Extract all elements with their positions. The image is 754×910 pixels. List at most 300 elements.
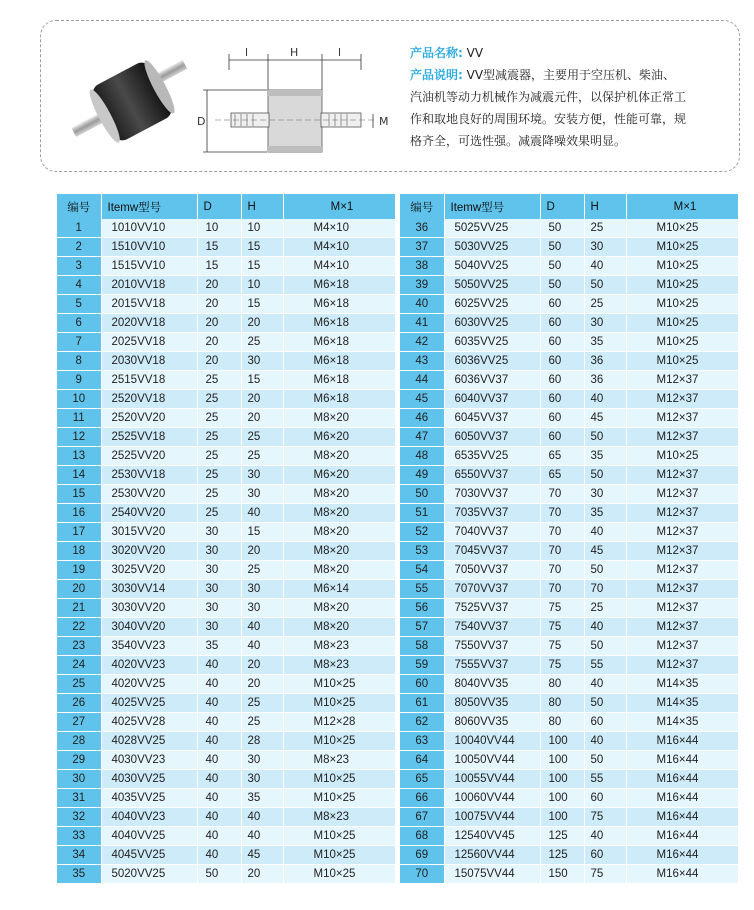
cell-model: 1510VV10 bbox=[101, 238, 197, 257]
cell-no: 46 bbox=[400, 409, 444, 428]
cell-d: 40 bbox=[197, 675, 241, 694]
cell-no: 67 bbox=[400, 808, 444, 827]
cell-d: 60 bbox=[540, 390, 584, 409]
cell-model: 6025VV25 bbox=[444, 295, 540, 314]
cell-d: 65 bbox=[540, 447, 584, 466]
cell-model: 7525VV37 bbox=[444, 599, 540, 618]
cell-h: 28 bbox=[241, 732, 283, 751]
cell-model: 12540VV45 bbox=[444, 827, 540, 846]
cell-no: 29 bbox=[57, 751, 101, 770]
cell-h: 45 bbox=[584, 409, 626, 428]
cell-model: 3025VV20 bbox=[101, 561, 197, 580]
cell-h: 40 bbox=[584, 827, 626, 846]
cell-m: M8×23 bbox=[283, 808, 395, 827]
cell-m: M12×37 bbox=[626, 637, 738, 656]
cell-m: M4×10 bbox=[283, 238, 395, 257]
cell-model: 7555VV37 bbox=[444, 656, 540, 675]
cell-d: 25 bbox=[197, 428, 241, 447]
cell-h: 50 bbox=[584, 561, 626, 580]
cell-d: 100 bbox=[540, 732, 584, 751]
cell-m: M10×25 bbox=[626, 295, 738, 314]
product-desc-text-1: VV型减震器，主要用于空压机、柴油、 bbox=[466, 68, 676, 82]
cell-m: M16×44 bbox=[626, 751, 738, 770]
cell-m: M8×20 bbox=[283, 409, 395, 428]
table-row bbox=[57, 466, 395, 485]
cell-h: 40 bbox=[584, 675, 626, 694]
cell-d: 100 bbox=[540, 808, 584, 827]
table-row bbox=[400, 371, 738, 390]
cell-d: 20 bbox=[197, 314, 241, 333]
cell-m: M6×20 bbox=[283, 428, 395, 447]
table-row bbox=[57, 352, 395, 371]
cell-model: 7035VV37 bbox=[444, 504, 540, 523]
dimension-drawing bbox=[195, 40, 395, 160]
cell-m: M12×37 bbox=[626, 428, 738, 447]
cell-d: 75 bbox=[540, 599, 584, 618]
cell-no: 24 bbox=[57, 656, 101, 675]
cell-no: 63 bbox=[400, 732, 444, 751]
cell-m: M14×35 bbox=[626, 675, 738, 694]
spec-table-right bbox=[400, 194, 739, 884]
cell-h: 40 bbox=[241, 827, 283, 846]
cell-model: 6045VV37 bbox=[444, 409, 540, 428]
cell-no: 57 bbox=[400, 618, 444, 637]
cell-m: M16×44 bbox=[626, 808, 738, 827]
table-row bbox=[400, 789, 738, 808]
cell-h: 40 bbox=[241, 504, 283, 523]
cell-no: 58 bbox=[400, 637, 444, 656]
cell-no: 15 bbox=[57, 485, 101, 504]
cell-model: 6535VV25 bbox=[444, 447, 540, 466]
cell-no: 25 bbox=[57, 675, 101, 694]
table-row bbox=[57, 656, 395, 675]
cell-h: 45 bbox=[584, 542, 626, 561]
cell-h: 25 bbox=[241, 713, 283, 732]
cell-h: 35 bbox=[584, 333, 626, 352]
cell-h: 20 bbox=[241, 409, 283, 428]
cell-h: 60 bbox=[584, 789, 626, 808]
cell-h: 40 bbox=[584, 523, 626, 542]
cell-model: 8040VV35 bbox=[444, 675, 540, 694]
cell-d: 60 bbox=[540, 314, 584, 333]
cell-no: 31 bbox=[57, 789, 101, 808]
cell-model: 8050VV35 bbox=[444, 694, 540, 713]
table-row bbox=[400, 713, 738, 732]
table-body-left bbox=[57, 219, 395, 884]
cell-model: 7540VV37 bbox=[444, 618, 540, 637]
cell-h: 15 bbox=[241, 238, 283, 257]
table-row bbox=[400, 295, 738, 314]
table-row bbox=[400, 276, 738, 295]
cell-d: 25 bbox=[197, 447, 241, 466]
cell-no: 69 bbox=[400, 846, 444, 865]
cell-d: 70 bbox=[540, 485, 584, 504]
cell-no: 22 bbox=[57, 618, 101, 637]
product-desc-text-2: 汽油机等动力机械作为减震元件，以保护机体正常工 bbox=[410, 90, 687, 104]
cell-d: 25 bbox=[197, 371, 241, 390]
cell-model: 2525VV18 bbox=[101, 428, 197, 447]
cell-d: 40 bbox=[197, 770, 241, 789]
col-header-d: D bbox=[197, 194, 241, 219]
cell-m: M10×25 bbox=[283, 846, 395, 865]
cell-d: 150 bbox=[540, 865, 584, 884]
table-body-right bbox=[400, 219, 738, 884]
table-row bbox=[57, 808, 395, 827]
cell-d: 70 bbox=[540, 561, 584, 580]
cell-m: M10×25 bbox=[626, 352, 738, 371]
cell-no: 18 bbox=[57, 542, 101, 561]
table-row bbox=[57, 409, 395, 428]
cell-h: 15 bbox=[241, 257, 283, 276]
cell-h: 30 bbox=[584, 314, 626, 333]
cell-h: 50 bbox=[584, 276, 626, 295]
cell-h: 30 bbox=[241, 466, 283, 485]
cell-h: 40 bbox=[584, 257, 626, 276]
table-row bbox=[57, 295, 395, 314]
cell-no: 41 bbox=[400, 314, 444, 333]
cell-model: 7070VV37 bbox=[444, 580, 540, 599]
cell-no: 62 bbox=[400, 713, 444, 732]
cell-no: 33 bbox=[57, 827, 101, 846]
cell-no: 51 bbox=[400, 504, 444, 523]
cell-model: 4040VV25 bbox=[101, 827, 197, 846]
cell-m: M10×25 bbox=[626, 257, 738, 276]
cell-d: 50 bbox=[540, 238, 584, 257]
cell-d: 35 bbox=[197, 637, 241, 656]
table-row bbox=[400, 808, 738, 827]
cell-model: 10050VV44 bbox=[444, 751, 540, 770]
table-row bbox=[57, 618, 395, 637]
cell-model: 6036VV37 bbox=[444, 371, 540, 390]
cell-d: 125 bbox=[540, 846, 584, 865]
cell-h: 36 bbox=[584, 352, 626, 371]
cell-model: 2520VV20 bbox=[101, 409, 197, 428]
cell-model: 6550VV37 bbox=[444, 466, 540, 485]
cell-no: 2 bbox=[57, 238, 101, 257]
product-name-label: 产品名称: bbox=[410, 46, 463, 60]
cell-d: 125 bbox=[540, 827, 584, 846]
cell-m: M12×37 bbox=[626, 466, 738, 485]
cell-d: 65 bbox=[540, 466, 584, 485]
cell-d: 70 bbox=[540, 523, 584, 542]
cell-model: 4025VV28 bbox=[101, 713, 197, 732]
cell-h: 30 bbox=[241, 599, 283, 618]
cell-h: 20 bbox=[241, 675, 283, 694]
cell-m: M8×20 bbox=[283, 542, 395, 561]
table-row bbox=[400, 504, 738, 523]
cell-d: 40 bbox=[197, 789, 241, 808]
table-row bbox=[57, 333, 395, 352]
cell-m: M16×44 bbox=[626, 827, 738, 846]
table-row bbox=[400, 428, 738, 447]
cell-model: 15075VV44 bbox=[444, 865, 540, 884]
table-row bbox=[400, 390, 738, 409]
cell-d: 30 bbox=[197, 542, 241, 561]
cell-no: 7 bbox=[57, 333, 101, 352]
cell-m: M10×25 bbox=[626, 238, 738, 257]
table-row bbox=[57, 485, 395, 504]
cell-d: 75 bbox=[540, 637, 584, 656]
cell-m: M6×18 bbox=[283, 333, 395, 352]
cell-d: 60 bbox=[540, 409, 584, 428]
cell-no: 8 bbox=[57, 352, 101, 371]
dim-l-right: l bbox=[338, 46, 342, 59]
table-row bbox=[400, 257, 738, 276]
cell-no: 52 bbox=[400, 523, 444, 542]
cell-h: 30 bbox=[241, 352, 283, 371]
cell-d: 60 bbox=[540, 371, 584, 390]
product-name-value: VV bbox=[466, 46, 484, 60]
table-row bbox=[400, 485, 738, 504]
cell-m: M6×18 bbox=[283, 390, 395, 409]
cell-h: 40 bbox=[241, 618, 283, 637]
table-row bbox=[57, 675, 395, 694]
cell-no: 27 bbox=[57, 713, 101, 732]
cell-model: 2525VV20 bbox=[101, 447, 197, 466]
cell-d: 25 bbox=[197, 390, 241, 409]
cell-no: 5 bbox=[57, 295, 101, 314]
cell-d: 40 bbox=[197, 846, 241, 865]
cell-m: M12×37 bbox=[626, 390, 738, 409]
cell-m: M6×18 bbox=[283, 352, 395, 371]
cell-m: M6×18 bbox=[283, 371, 395, 390]
cell-no: 43 bbox=[400, 352, 444, 371]
table-row bbox=[57, 276, 395, 295]
cell-no: 44 bbox=[400, 371, 444, 390]
cell-no: 65 bbox=[400, 770, 444, 789]
table-row bbox=[400, 466, 738, 485]
cell-d: 20 bbox=[197, 295, 241, 314]
cell-model: 5040VV25 bbox=[444, 257, 540, 276]
cell-model: 3040VV20 bbox=[101, 618, 197, 637]
table-row bbox=[57, 371, 395, 390]
cell-d: 25 bbox=[197, 466, 241, 485]
cell-model: 6035VV25 bbox=[444, 333, 540, 352]
cell-no: 61 bbox=[400, 694, 444, 713]
cell-m: M8×20 bbox=[283, 447, 395, 466]
cell-h: 50 bbox=[584, 428, 626, 447]
cell-m: M8×20 bbox=[283, 618, 395, 637]
cell-m: M12×37 bbox=[626, 656, 738, 675]
cell-m: M8×23 bbox=[283, 656, 395, 675]
cell-h: 35 bbox=[241, 789, 283, 808]
cell-h: 30 bbox=[241, 580, 283, 599]
dim-d: D bbox=[197, 115, 206, 128]
cell-no: 53 bbox=[400, 542, 444, 561]
cell-model: 10055VV44 bbox=[444, 770, 540, 789]
table-row bbox=[400, 599, 738, 618]
cell-model: 6030VV25 bbox=[444, 314, 540, 333]
table-row bbox=[57, 789, 395, 808]
table-row bbox=[57, 637, 395, 656]
cell-model: 4045VV25 bbox=[101, 846, 197, 865]
cell-d: 60 bbox=[540, 428, 584, 447]
table-row bbox=[400, 352, 738, 371]
table-row bbox=[400, 865, 738, 884]
cell-m: M8×23 bbox=[283, 637, 395, 656]
cell-d: 25 bbox=[197, 504, 241, 523]
cell-h: 30 bbox=[241, 770, 283, 789]
cell-no: 56 bbox=[400, 599, 444, 618]
cell-model: 7040VV37 bbox=[444, 523, 540, 542]
cell-no: 1 bbox=[57, 219, 101, 238]
cell-model: 10075VV44 bbox=[444, 808, 540, 827]
cell-h: 20 bbox=[241, 390, 283, 409]
table-row bbox=[57, 542, 395, 561]
table-row bbox=[57, 219, 395, 238]
cell-model: 5020VV25 bbox=[101, 865, 197, 884]
cell-m: M12×37 bbox=[626, 485, 738, 504]
cell-model: 7030VV37 bbox=[444, 485, 540, 504]
cell-model: 2015VV18 bbox=[101, 295, 197, 314]
cell-h: 30 bbox=[241, 751, 283, 770]
table-row bbox=[400, 846, 738, 865]
product-desc-label: 产品说明: bbox=[410, 68, 463, 82]
cell-d: 100 bbox=[540, 751, 584, 770]
cell-d: 80 bbox=[540, 675, 584, 694]
cell-no: 10 bbox=[57, 390, 101, 409]
table-row bbox=[400, 238, 738, 257]
cell-model: 4040VV23 bbox=[101, 808, 197, 827]
cell-no: 45 bbox=[400, 390, 444, 409]
cell-d: 20 bbox=[197, 333, 241, 352]
cell-model: 1515VV10 bbox=[101, 257, 197, 276]
cell-no: 60 bbox=[400, 675, 444, 694]
cell-m: M10×25 bbox=[626, 314, 738, 333]
cell-m: M12×37 bbox=[626, 618, 738, 637]
cell-no: 48 bbox=[400, 447, 444, 466]
cell-model: 4020VV25 bbox=[101, 675, 197, 694]
cell-d: 30 bbox=[197, 580, 241, 599]
cell-d: 70 bbox=[540, 580, 584, 599]
cell-d: 50 bbox=[540, 219, 584, 238]
cell-d: 60 bbox=[540, 352, 584, 371]
cell-h: 40 bbox=[241, 808, 283, 827]
cell-no: 37 bbox=[400, 238, 444, 257]
cell-m: M16×44 bbox=[626, 789, 738, 808]
table-row bbox=[57, 713, 395, 732]
cell-d: 40 bbox=[197, 713, 241, 732]
cell-no: 40 bbox=[400, 295, 444, 314]
cell-no: 12 bbox=[57, 428, 101, 447]
cell-h: 75 bbox=[584, 808, 626, 827]
cell-d: 40 bbox=[197, 656, 241, 675]
cell-m: M12×37 bbox=[626, 580, 738, 599]
cell-h: 75 bbox=[584, 865, 626, 884]
cell-model: 3015VV20 bbox=[101, 523, 197, 542]
cell-h: 10 bbox=[241, 219, 283, 238]
cell-m: M16×44 bbox=[626, 732, 738, 751]
cell-model: 4028VV25 bbox=[101, 732, 197, 751]
table-row bbox=[400, 827, 738, 846]
col-header-m: M×1 bbox=[283, 194, 395, 219]
cell-d: 80 bbox=[540, 694, 584, 713]
dim-m: M bbox=[379, 115, 389, 128]
cell-d: 75 bbox=[540, 618, 584, 637]
cell-no: 6 bbox=[57, 314, 101, 333]
cell-model: 7045VV37 bbox=[444, 542, 540, 561]
cell-m: M10×25 bbox=[283, 865, 395, 884]
table-row bbox=[400, 751, 738, 770]
cell-m: M10×25 bbox=[626, 276, 738, 295]
cell-d: 60 bbox=[540, 295, 584, 314]
cell-h: 20 bbox=[241, 542, 283, 561]
cell-model: 10040VV44 bbox=[444, 732, 540, 751]
cell-model: 7550VV37 bbox=[444, 637, 540, 656]
cell-h: 55 bbox=[584, 656, 626, 675]
cell-h: 70 bbox=[584, 580, 626, 599]
cell-m: M6×18 bbox=[283, 314, 395, 333]
cell-model: 6036VV25 bbox=[444, 352, 540, 371]
cell-model: 2540VV20 bbox=[101, 504, 197, 523]
cell-d: 100 bbox=[540, 770, 584, 789]
cell-no: 68 bbox=[400, 827, 444, 846]
cell-d: 100 bbox=[540, 789, 584, 808]
table-row bbox=[400, 447, 738, 466]
cell-m: M10×25 bbox=[626, 333, 738, 352]
cell-no: 28 bbox=[57, 732, 101, 751]
cell-m: M8×20 bbox=[283, 504, 395, 523]
cell-h: 50 bbox=[584, 466, 626, 485]
cell-h: 40 bbox=[241, 637, 283, 656]
cell-no: 26 bbox=[57, 694, 101, 713]
cell-d: 30 bbox=[197, 561, 241, 580]
cell-d: 70 bbox=[540, 542, 584, 561]
table-row bbox=[57, 580, 395, 599]
table-row bbox=[400, 314, 738, 333]
cell-h: 25 bbox=[241, 561, 283, 580]
cell-d: 75 bbox=[540, 656, 584, 675]
cell-m: M10×25 bbox=[283, 827, 395, 846]
dim-l-left: l bbox=[245, 46, 249, 59]
cell-no: 14 bbox=[57, 466, 101, 485]
cell-m: M8×20 bbox=[283, 523, 395, 542]
cell-no: 35 bbox=[57, 865, 101, 884]
table-row bbox=[57, 314, 395, 333]
cell-h: 25 bbox=[584, 295, 626, 314]
cell-model: 2020VV18 bbox=[101, 314, 197, 333]
table-row bbox=[400, 333, 738, 352]
cell-model: 2515VV18 bbox=[101, 371, 197, 390]
cell-m: M6×14 bbox=[283, 580, 395, 599]
cell-m: M12×37 bbox=[626, 561, 738, 580]
product-name-line bbox=[410, 42, 730, 64]
cell-no: 59 bbox=[400, 656, 444, 675]
cell-m: M8×20 bbox=[283, 485, 395, 504]
product-desc-text-4: 格齐全，可选性强。减震降噪效果明显。 bbox=[410, 134, 627, 148]
cell-no: 49 bbox=[400, 466, 444, 485]
cell-model: 5025VV25 bbox=[444, 219, 540, 238]
cell-h: 50 bbox=[584, 637, 626, 656]
cell-model: 4030VV23 bbox=[101, 751, 197, 770]
cell-d: 15 bbox=[197, 238, 241, 257]
cell-h: 30 bbox=[584, 238, 626, 257]
table-row bbox=[400, 732, 738, 751]
table-row bbox=[57, 751, 395, 770]
table-row bbox=[400, 219, 738, 238]
col-header-no: 编号 bbox=[400, 194, 444, 219]
cell-model: 1010VV10 bbox=[101, 219, 197, 238]
cell-h: 25 bbox=[584, 219, 626, 238]
cell-m: M12×37 bbox=[626, 523, 738, 542]
cell-model: 6050VV37 bbox=[444, 428, 540, 447]
cell-d: 40 bbox=[197, 732, 241, 751]
table-row bbox=[400, 656, 738, 675]
cell-m: M16×44 bbox=[626, 865, 738, 884]
table-row bbox=[400, 542, 738, 561]
cell-d: 30 bbox=[197, 599, 241, 618]
cell-no: 54 bbox=[400, 561, 444, 580]
